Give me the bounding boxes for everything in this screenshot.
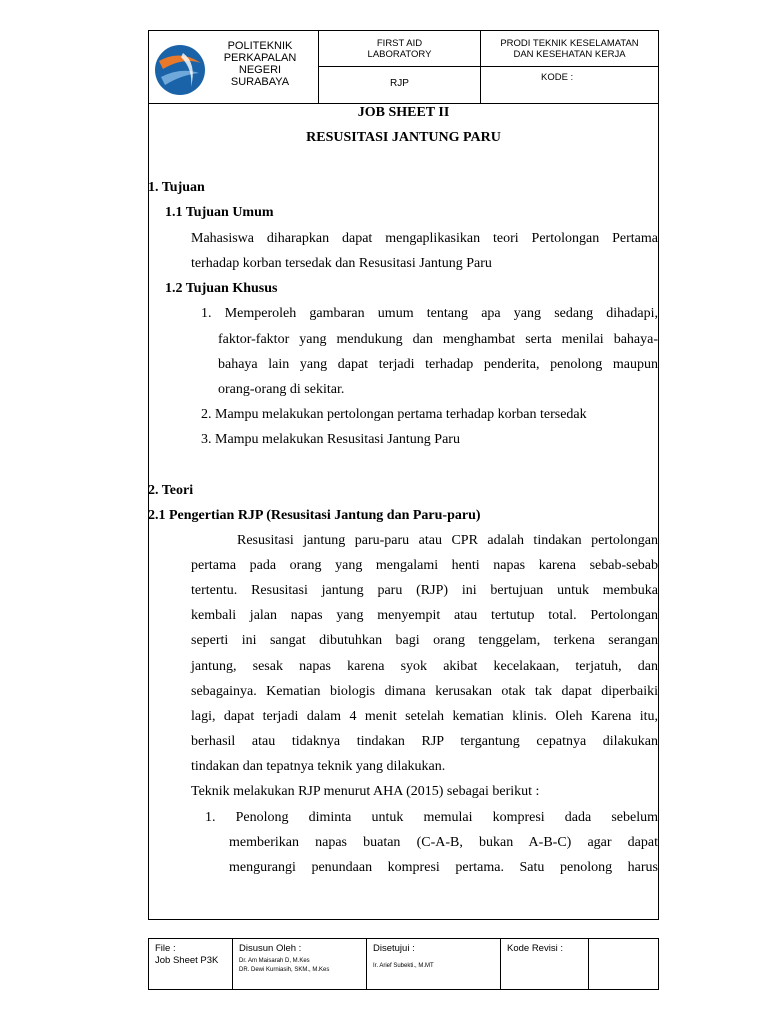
institution-line: SURABAYA xyxy=(230,76,290,88)
kode-cell: KODE : xyxy=(541,72,574,83)
list-item-line: bahaya lain yang dapat terjadi terhadap penderita, penolong maupun xyxy=(218,357,658,372)
paragraph-line: Mahasiswa diharapkan dapat mengaplikasikan teori Pertolongan Pertama xyxy=(191,231,658,246)
paragraph-line: Resusitasi jantung paru-paru atau CPR adalah tindakan pertolongan xyxy=(237,533,658,548)
list-item-line: memberikan napas buatan (C-A-B, bukan A-B-C) agar dapat xyxy=(229,835,658,850)
prodi-line: DAN KESEHATAN KERJA xyxy=(513,49,626,60)
lab-name-cell xyxy=(319,31,481,67)
revisi-cell xyxy=(501,939,589,989)
institution-logo-icon xyxy=(153,43,207,97)
disetujui-label: Disetujui : xyxy=(373,943,415,954)
section-1-1-heading: 1.1 Tujuan Umum xyxy=(165,205,274,220)
paragraph-line: tindakan dan tepatnya teknik yang dilakukan. xyxy=(191,759,446,774)
list-item-line: orang-orang di sekitar. xyxy=(218,382,345,397)
disusun-cell xyxy=(233,939,367,989)
section-2-1-heading: 2.1 Pengertian RJP (Resusitasi Jantung dan Paru-paru) xyxy=(148,508,481,523)
lab-name-line: LABORATORY xyxy=(367,49,432,60)
file-label: File : xyxy=(155,943,176,954)
paragraph-line: jantung, sesak napas karena syok akibat kecelakaan, terjatuh, dan xyxy=(191,659,658,674)
section-2-heading: 2. Teori xyxy=(148,483,194,498)
list-item-line: mengurangi penundaan kompresi pertama. Satu penolong harus xyxy=(229,860,658,875)
paragraph-line: kembali jalan napas yang menyempit atau tertutup total. Pertolongan xyxy=(191,608,658,623)
approver-name: Ir. Arief Subekti., M.MT xyxy=(373,963,434,969)
revisi-value-cell xyxy=(589,939,658,989)
short-code-cell: RJP xyxy=(319,67,481,103)
file-cell xyxy=(149,939,233,989)
list-item: 2. Mampu melakukan pertolongan pertama terhadap korban tersedak xyxy=(201,407,587,422)
file-value: Job Sheet P3K xyxy=(155,955,219,966)
author-name: DR. Dewi Kurniasih, SKM., M.Kes xyxy=(239,967,330,973)
doc-title: JOB SHEET II xyxy=(357,105,450,120)
section-1-heading: 1. Tujuan xyxy=(148,180,205,195)
institution-line: POLITEKNIK xyxy=(227,40,293,52)
lab-name-line: FIRST AID xyxy=(376,38,423,49)
paragraph-line: berhasil atau tidaknya tindakan RJP tergantung cepatnya dilakukan xyxy=(191,734,658,749)
document-header xyxy=(148,30,659,104)
paragraph-line: tertentu. Resusitasi jantung paru (RJP) ini bertujuan untuk membuka xyxy=(191,583,658,598)
paragraph-line: lagi, dapat terjadi dalam 4 menit setelah kematian klinis. Oleh Karena itu, xyxy=(191,709,658,724)
logo-cell xyxy=(149,31,319,103)
institution-line: PERKAPALAN xyxy=(223,52,297,64)
institution-name xyxy=(221,40,299,88)
paragraph-line: terhadap korban tersedak dan Resusitasi Jantung Paru xyxy=(191,256,492,271)
prodi-cell xyxy=(481,31,658,67)
disetujui-cell xyxy=(367,939,501,989)
list-item-line: faktor-faktor yang mendukung dan menghambat serta menilai bahaya- xyxy=(218,332,658,347)
disusun-label: Disusun Oleh : xyxy=(239,943,302,954)
institution-line: NEGERI xyxy=(238,64,282,76)
paragraph-line: sebagainya. Kematian biologis dimana kerusakan otak tak dapat diperbaiki xyxy=(191,684,658,699)
prodi-line: PRODI TEKNIK KESELAMATAN xyxy=(500,38,639,49)
doc-subtitle: RESUSITASI JANTUNG PARU xyxy=(306,130,501,145)
section-1-2-heading: 1.2 Tujuan Khusus xyxy=(165,281,278,296)
revisi-label: Kode Revisi : xyxy=(507,943,563,954)
document-footer xyxy=(148,938,659,990)
list-item-line: 1. Penolong diminta untuk memulai kompresi dada sebelum xyxy=(205,810,658,825)
paragraph-line: pertama pada orang yang mengalami henti napas karena sebab-sebab xyxy=(191,558,658,573)
list-item: 3. Mampu melakukan Resusitasi Jantung Paru xyxy=(201,432,460,447)
teknik-intro: Teknik melakukan RJP menurut AHA (2015) sebagai berikut : xyxy=(191,784,540,799)
author-name: Dr. Am Maisarah D, M.Kes xyxy=(239,958,310,964)
paragraph-line: seperti ini sangat dibutuhkan bagi orang tenggelam, terkena serangan xyxy=(191,633,658,648)
list-item-line: 1. Memperoleh gambaran umum tentang apa yang sedang dihadapi, xyxy=(201,306,658,321)
